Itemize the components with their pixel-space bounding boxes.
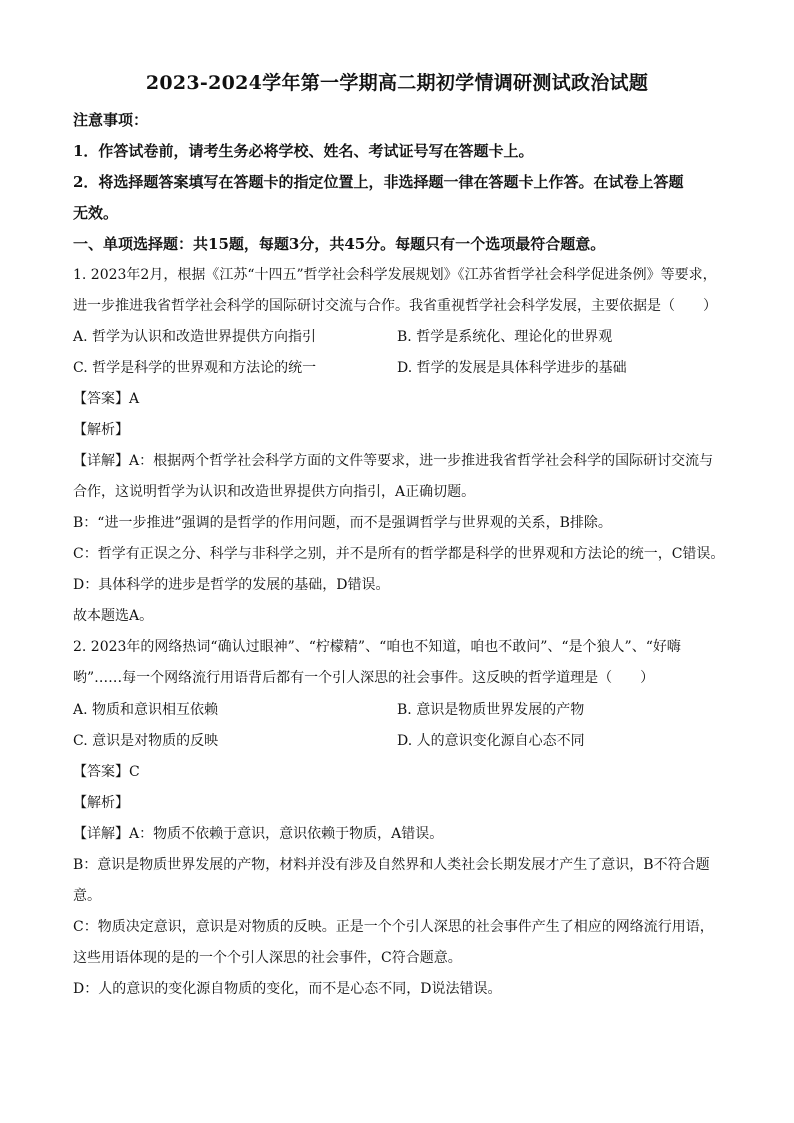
question-1-answer: 【答案】A [73,391,140,407]
question-2-option-c: C. 意识是对物质的反映 [73,733,219,749]
question-2-stem-line-1: 2. 2023年的网络热词“确认过眼神”、“柠檬精”、“咱也不知道，咱也不敢问”、“是个狼人”、“好嗨 [73,639,681,655]
question-1-option-b: B. 哲学是系统化、理论化的世界观 [397,329,613,345]
question-1-detail-line-1: 【详解】A：根据两个哲学社会科学方面的文件等要求，进一步推进我省哲学社会科学的国际研讨交流与 [73,453,714,469]
question-2-answer: 【答案】C [73,764,140,780]
question-2-option-a: A. 物质和意识相互依赖 [73,702,219,718]
question-1-detail-line-5: D：具体科学的进步是哲学的发展的基础，D错误。 [73,577,390,593]
notice-heading: 注意事项： [73,111,149,129]
question-2-option-b: B. 意识是物质世界发展的产物 [397,702,585,718]
question-1-detail-line-4: C：哲学有正误之分、科学与非科学之别，并不是所有的哲学都是科学的世界观和方法论的统一，C错误。 [73,546,725,562]
question-1-option-c: C. 哲学是科学的世界观和方法论的统一 [73,360,317,376]
notice-item-2-line-2: 无效。 [73,204,119,222]
question-2-stem-line-2: 哟”……每一个网络流行用语背后都有一个引人深思的社会事件。这反映的哲学道理是（ ） [73,670,655,686]
notice-item-1: 1．作答试卷前，请考生务必将学校、姓名、考试证号写在答题卡上。 [73,142,534,160]
question-2-analysis-label: 【解析】 [73,795,129,811]
question-2-detail-line-1: 【详解】A：物质不依赖于意识，意识依赖于物质，A错误。 [73,826,444,842]
page-title: 2023-2024学年第一学期高二期初学情调研测试政治试题 [145,72,649,94]
question-1-analysis-label: 【解析】 [73,422,129,438]
question-2-detail-line-3: 意。 [73,888,101,904]
question-1-stem-line-1: 1. 2023年2月，根据《江苏“十四五”哲学社会科学发展规划》《江苏省哲学社会科学促进条例》等要求， [73,267,717,283]
question-1-conclusion: 故本题选A。 [73,608,154,624]
question-1-detail-line-2: 合作，这说明哲学为认识和改造世界提供方向指引，A正确切题。 [73,484,476,500]
question-2-option-d: D. 人的意识变化源自心态不同 [397,733,585,749]
question-2-detail-line-6: D：人的意识的变化源自物质的变化，而不是心态不同，D说法错误。 [73,981,502,997]
section-1-heading: 一、单项选择题：共15题，每题3分，共45分。每题只有一个选项最符合题意。 [73,235,606,253]
question-2-detail-line-4: C：物质决定意识，意识是对物质的反映。正是一个个引人深思的社会事件产生了相应的网络流行用语， [73,919,714,935]
question-1-option-d: D. 哲学的发展是具体科学进步的基础 [397,360,627,376]
question-1-stem-line-2: 进一步推进我省哲学社会科学的国际研讨交流与合作。我省重视哲学社会科学发展，主要依据是（ ） [73,298,717,314]
question-1-option-a: A. 哲学为认识和改造世界提供方向指引 [73,329,317,345]
notice-item-2-line-1: 2．将选择题答案填写在答题卡的指定位置上，非选择题一律在答题卡上作答。在试卷上答题 [73,173,684,191]
question-1-detail-line-3: B：“进一步推进”强调的是哲学的作用问题，而不是强调哲学与世界观的关系，B排除。 [73,515,612,531]
question-2-detail-line-5: 这些用语体现的是的一个个引人深思的社会事件，C符合题意。 [73,950,462,966]
question-2-detail-line-2: B：意识是物质世界发展的产物，材料并没有涉及自然界和人类社会长期发展才产生了意识，B不符合题 [73,857,710,873]
